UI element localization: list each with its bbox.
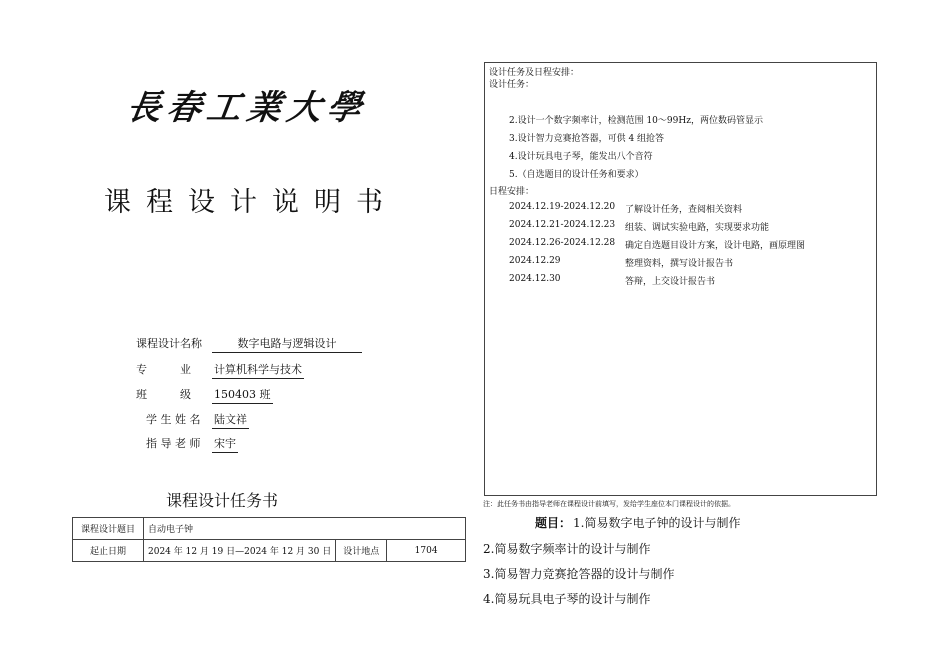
schedule-date: 2024.12.26-2024.12.28 [509, 238, 616, 248]
topic-label-cell: 课程设计题目 [73, 518, 144, 540]
topic-item: 1.简易数字电子钟的设计与制作 [573, 516, 741, 530]
schedule-date: 2024.12.19-2024.12.20 [509, 202, 616, 212]
task-book-title: 课程设计任务书 [166, 491, 279, 510]
schedule-desc: 了解设计任务，查阅相关资料 [625, 205, 743, 215]
table-row [73, 518, 466, 540]
schedule-date: 2024.12.29 [509, 256, 561, 266]
table-row [73, 540, 466, 562]
plan-header: 设计任务及日程安排： [489, 68, 580, 78]
schedule-desc: 答辩，上交设计报告书 [625, 277, 716, 287]
course-name-value: 数字电路与逻辑设计 [212, 335, 362, 353]
place-label-cell: 设计地点 [336, 540, 387, 562]
major-label: 专 业 [136, 363, 191, 376]
advisor-label: 指 导 老 师 [146, 437, 201, 450]
task-info-table [72, 517, 466, 562]
document-title: 课程设计说明书 [104, 187, 398, 218]
advisor-value: 宋宇 [212, 435, 238, 453]
schedule-date: 2024.12.30 [509, 274, 561, 284]
topic-item: 3.简易智力竞赛抢答器的设计与制作 [483, 567, 675, 581]
task-item: 3.设计智力竞赛抢答器，可供 4 组抢答 [509, 134, 665, 144]
topic-value-cell: 自动电子钟 [144, 518, 466, 540]
task-item: 5.（自选题目的设计任务和要求） [509, 170, 644, 180]
task-item: 4.设计玩具电子琴，能发出八个音符 [509, 152, 653, 162]
university-logo: 長春工業大學 [124, 88, 370, 128]
course-name-label: 课程设计名称 [136, 337, 202, 350]
place-value-cell: 1704 [387, 540, 466, 562]
schedule-label: 日程安排： [489, 187, 535, 197]
topic-item: 2.简易数字频率计的设计与制作 [483, 542, 651, 556]
major-value: 计算机科学与技术 [212, 361, 304, 379]
plan-box [484, 62, 877, 496]
student-name-label: 学 生 姓 名 [146, 413, 201, 426]
schedule-desc: 整理资料，撰写设计报告书 [625, 259, 734, 269]
topics-label: 题目： [535, 516, 572, 530]
date-label-cell: 起止日期 [73, 540, 144, 562]
student-name-value: 陆文祥 [212, 411, 249, 429]
schedule-desc: 确定自选题目设计方案，设计电路，画原理图 [625, 241, 806, 251]
schedule-desc: 组装、调试实验电路，实现要求功能 [625, 223, 770, 233]
date-value-cell: 2024 年 12 月 19 日—2024 年 12 月 30 日 [144, 540, 336, 562]
topic-item: 4.简易玩具电子琴的设计与制作 [483, 592, 651, 606]
tasks-label: 设计任务： [489, 80, 535, 90]
footnote: 注：此任务书由指导老师在课程设计前填写，发给学生座位本门课程设计的依据。 [483, 500, 735, 508]
class-label: 班 级 [136, 388, 191, 401]
task-item: 2.设计一个数字频率计，检测范围 10～99Hz，两位数码管显示 [509, 116, 763, 126]
schedule-date: 2024.12.21-2024.12.23 [509, 220, 616, 230]
class-value: 150403 班 [212, 386, 273, 404]
